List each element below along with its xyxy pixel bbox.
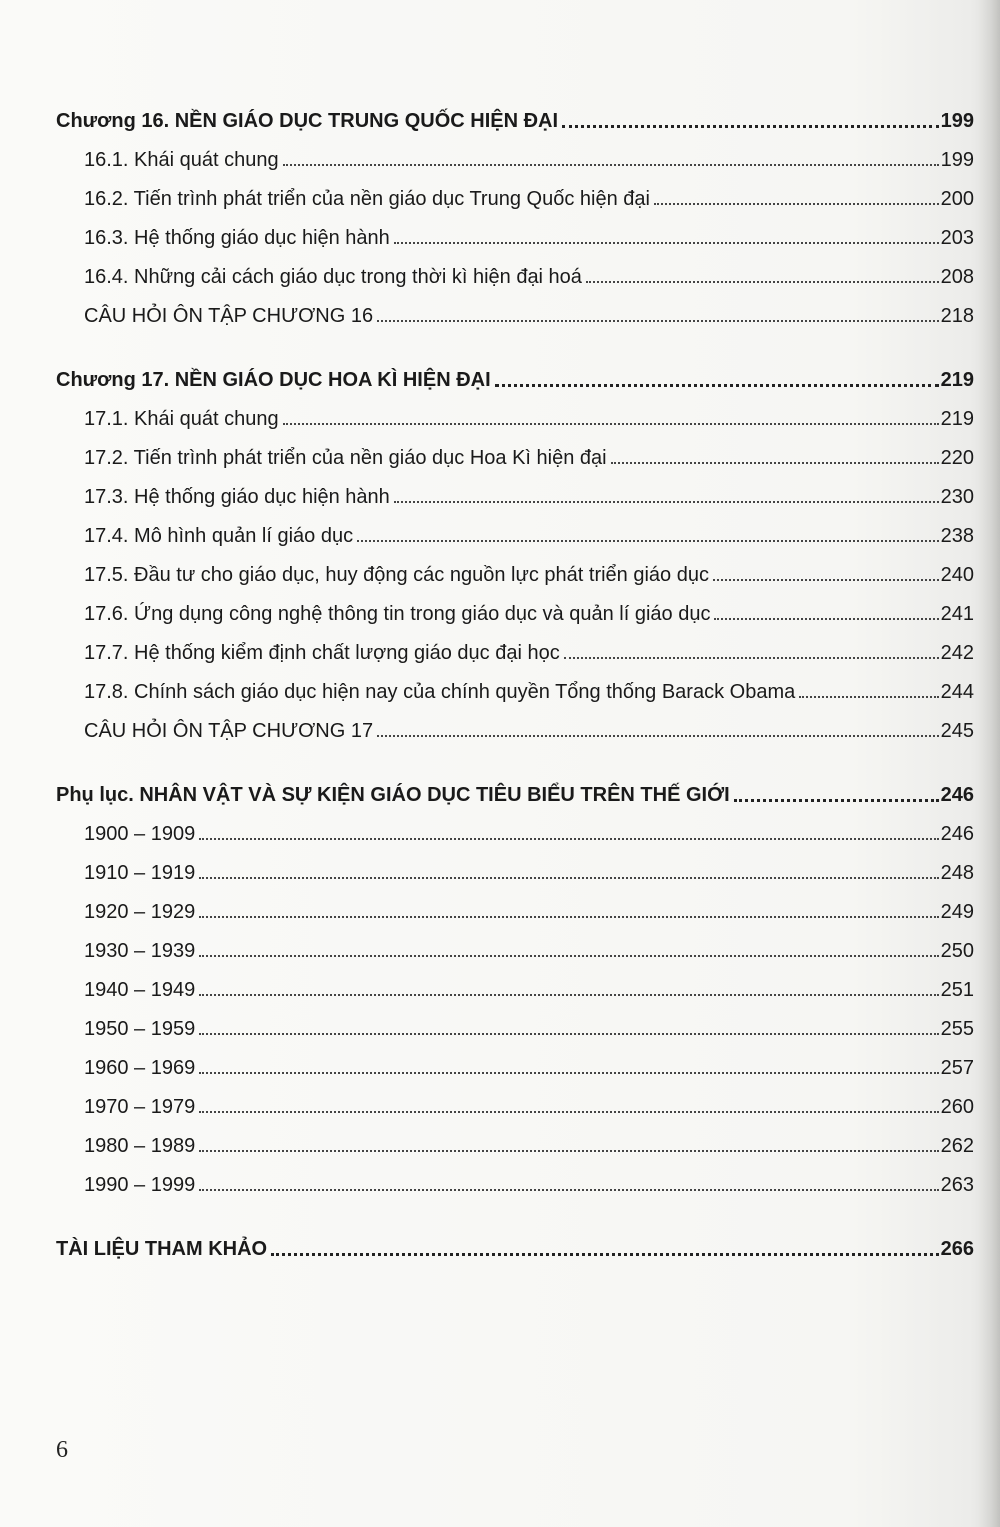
toc-page-number: 245 (940, 720, 974, 742)
toc-item-label: 17.8. Chính sách giáo dục hiện nay của chính quyền Tổng thống Barack Obama (84, 681, 796, 703)
toc-page-number: 266 (940, 1238, 974, 1260)
toc-item-label: 1990 – 1999 (84, 1174, 196, 1196)
toc-page-number: 242 (940, 642, 974, 664)
dot-leader (199, 1111, 938, 1113)
dot-leader (611, 462, 939, 464)
toc-item-label: 1960 – 1969 (84, 1057, 196, 1079)
dot-leader (199, 1150, 938, 1152)
page-edge-shadow (978, 0, 1000, 1527)
toc-item[interactable] (56, 1167, 974, 1197)
toc-item-label: 1910 – 1919 (84, 862, 196, 884)
toc-references[interactable] (56, 1231, 974, 1261)
dot-leader (199, 1189, 938, 1191)
toc-page-number: 199 (940, 110, 974, 132)
toc-item-label: 16.1. Khái quát chung (84, 149, 279, 171)
toc-item[interactable] (56, 259, 974, 289)
toc-item-label: 1900 – 1909 (84, 823, 196, 845)
toc-item[interactable] (56, 479, 974, 509)
toc-item[interactable] (56, 972, 974, 1002)
toc-page-number: 200 (940, 188, 974, 210)
dot-leader (199, 877, 938, 879)
toc-chapter-title: TÀI LIỆU THAM KHẢO (56, 1238, 268, 1260)
dot-leader (357, 540, 939, 542)
toc-item[interactable] (56, 298, 974, 328)
toc-item[interactable] (56, 674, 974, 704)
toc-page-number: 220 (940, 447, 974, 469)
toc-item-label: 16.3. Hệ thống giáo dục hiện hành (84, 227, 390, 249)
toc-item[interactable] (56, 440, 974, 470)
toc-item-label: 17.2. Tiến trình phát triển của nền giáo dục Hoa Kì hiện đại (84, 447, 607, 469)
toc-appendix[interactable] (56, 777, 974, 807)
toc-page-number: 240 (940, 564, 974, 586)
toc-page-number: 246 (940, 784, 974, 806)
toc-item-label: 17.3. Hệ thống giáo dục hiện hành (84, 486, 390, 508)
toc-page-number: 238 (940, 525, 974, 547)
toc-page-number: 241 (940, 603, 974, 625)
toc-page-number: 262 (940, 1135, 974, 1157)
toc-page-number: 230 (940, 486, 974, 508)
toc-item[interactable] (56, 401, 974, 431)
toc-chapter-title: Chương 16. NỀN GIÁO DỤC TRUNG QUỐC HIỆN ĐẠI (56, 110, 559, 132)
dot-leader (271, 1253, 939, 1256)
toc-item-label: 1950 – 1959 (84, 1018, 196, 1040)
dot-leader (394, 242, 939, 244)
toc-item-label: 1940 – 1949 (84, 979, 196, 1001)
toc-item-label: CÂU HỎI ÔN TẬP CHƯƠNG 16 (84, 305, 374, 327)
toc-item-label: 1970 – 1979 (84, 1096, 196, 1118)
toc-item[interactable] (56, 557, 974, 587)
toc-item[interactable] (56, 933, 974, 963)
dot-leader (199, 916, 938, 918)
toc-chapter-title: Phụ lục. NHÂN VẬT VÀ SỰ KIỆN GIÁO DỤC TIÊU BIỂU TRÊN THẾ GIỚI (56, 784, 730, 806)
toc-item[interactable] (56, 894, 974, 924)
page-number: 6 (56, 1437, 68, 1463)
toc-chapter-16[interactable] (56, 103, 974, 133)
dot-leader (394, 501, 939, 503)
toc-item-label: 16.4. Những cải cách giáo dục trong thời kì hiện đại hoá (84, 266, 582, 288)
toc-page-number: 263 (940, 1174, 974, 1196)
dot-leader (199, 994, 938, 996)
toc-chapter-title: Chương 17. NỀN GIÁO DỤC HOA KÌ HIỆN ĐẠI (56, 369, 491, 391)
dot-leader (713, 579, 939, 581)
dot-leader (495, 384, 939, 387)
toc-page-number: 218 (940, 305, 974, 327)
dot-leader (564, 657, 939, 659)
toc-item-label: 17.6. Ứng dụng công nghệ thông tin trong giáo dục và quản lí giáo dục (84, 603, 711, 625)
dot-leader (377, 735, 939, 737)
toc-item-label: 1980 – 1989 (84, 1135, 196, 1157)
toc-item[interactable] (56, 181, 974, 211)
dot-leader (283, 423, 939, 425)
toc-item[interactable] (56, 518, 974, 548)
toc-chapter-17[interactable] (56, 362, 974, 392)
dot-leader (562, 125, 939, 128)
toc-item[interactable] (56, 855, 974, 885)
toc-item-label: 17.5. Đầu tư cho giáo dục, huy động các nguồn lực phát triển giáo dục (84, 564, 709, 586)
toc-item[interactable] (56, 1128, 974, 1158)
toc-item[interactable] (56, 1089, 974, 1119)
toc-page-number: 250 (940, 940, 974, 962)
toc-page-number: 257 (940, 1057, 974, 1079)
toc-item-label: 17.1. Khái quát chung (84, 408, 279, 430)
toc-page-number: 244 (940, 681, 974, 703)
dot-leader (654, 203, 939, 205)
toc-page-number: 246 (940, 823, 974, 845)
toc-item[interactable] (56, 142, 974, 172)
toc-item-label: 1920 – 1929 (84, 901, 196, 923)
toc-page-number: 260 (940, 1096, 974, 1118)
toc-item-label: 17.7. Hệ thống kiểm định chất lượng giáo dục đại học (84, 642, 560, 664)
toc-page-number: 208 (940, 266, 974, 288)
toc-item[interactable] (56, 713, 974, 743)
dot-leader (586, 281, 939, 283)
toc-page-number: 248 (940, 862, 974, 884)
dot-leader (714, 618, 938, 620)
toc-page-number: 199 (940, 149, 974, 171)
dot-leader (199, 1033, 938, 1035)
toc-item[interactable] (56, 596, 974, 626)
toc-item-label: 17.4. Mô hình quản lí giáo dục (84, 525, 354, 547)
dot-leader (199, 955, 938, 957)
toc-item[interactable] (56, 1011, 974, 1041)
dot-leader (199, 1072, 938, 1074)
toc-page-number: 255 (940, 1018, 974, 1040)
dot-leader (734, 799, 939, 802)
toc-item[interactable] (56, 816, 974, 846)
dot-leader (799, 696, 938, 698)
toc-page-number: 219 (940, 369, 974, 391)
toc-item-label: 16.2. Tiến trình phát triển của nền giáo dục Trung Quốc hiện đại (84, 188, 650, 210)
toc-item-label: 1930 – 1939 (84, 940, 196, 962)
dot-leader (377, 320, 939, 322)
dot-leader (199, 838, 938, 840)
dot-leader (283, 164, 939, 166)
toc-page-number: 219 (940, 408, 974, 430)
toc-page-number: 203 (940, 227, 974, 249)
toc-item-label: CÂU HỎI ÔN TẬP CHƯƠNG 17 (84, 720, 374, 742)
toc-item[interactable] (56, 220, 974, 250)
toc-item[interactable] (56, 1050, 974, 1080)
toc-page-number: 251 (940, 979, 974, 1001)
toc-item[interactable] (56, 635, 974, 665)
toc-page-number: 249 (940, 901, 974, 923)
